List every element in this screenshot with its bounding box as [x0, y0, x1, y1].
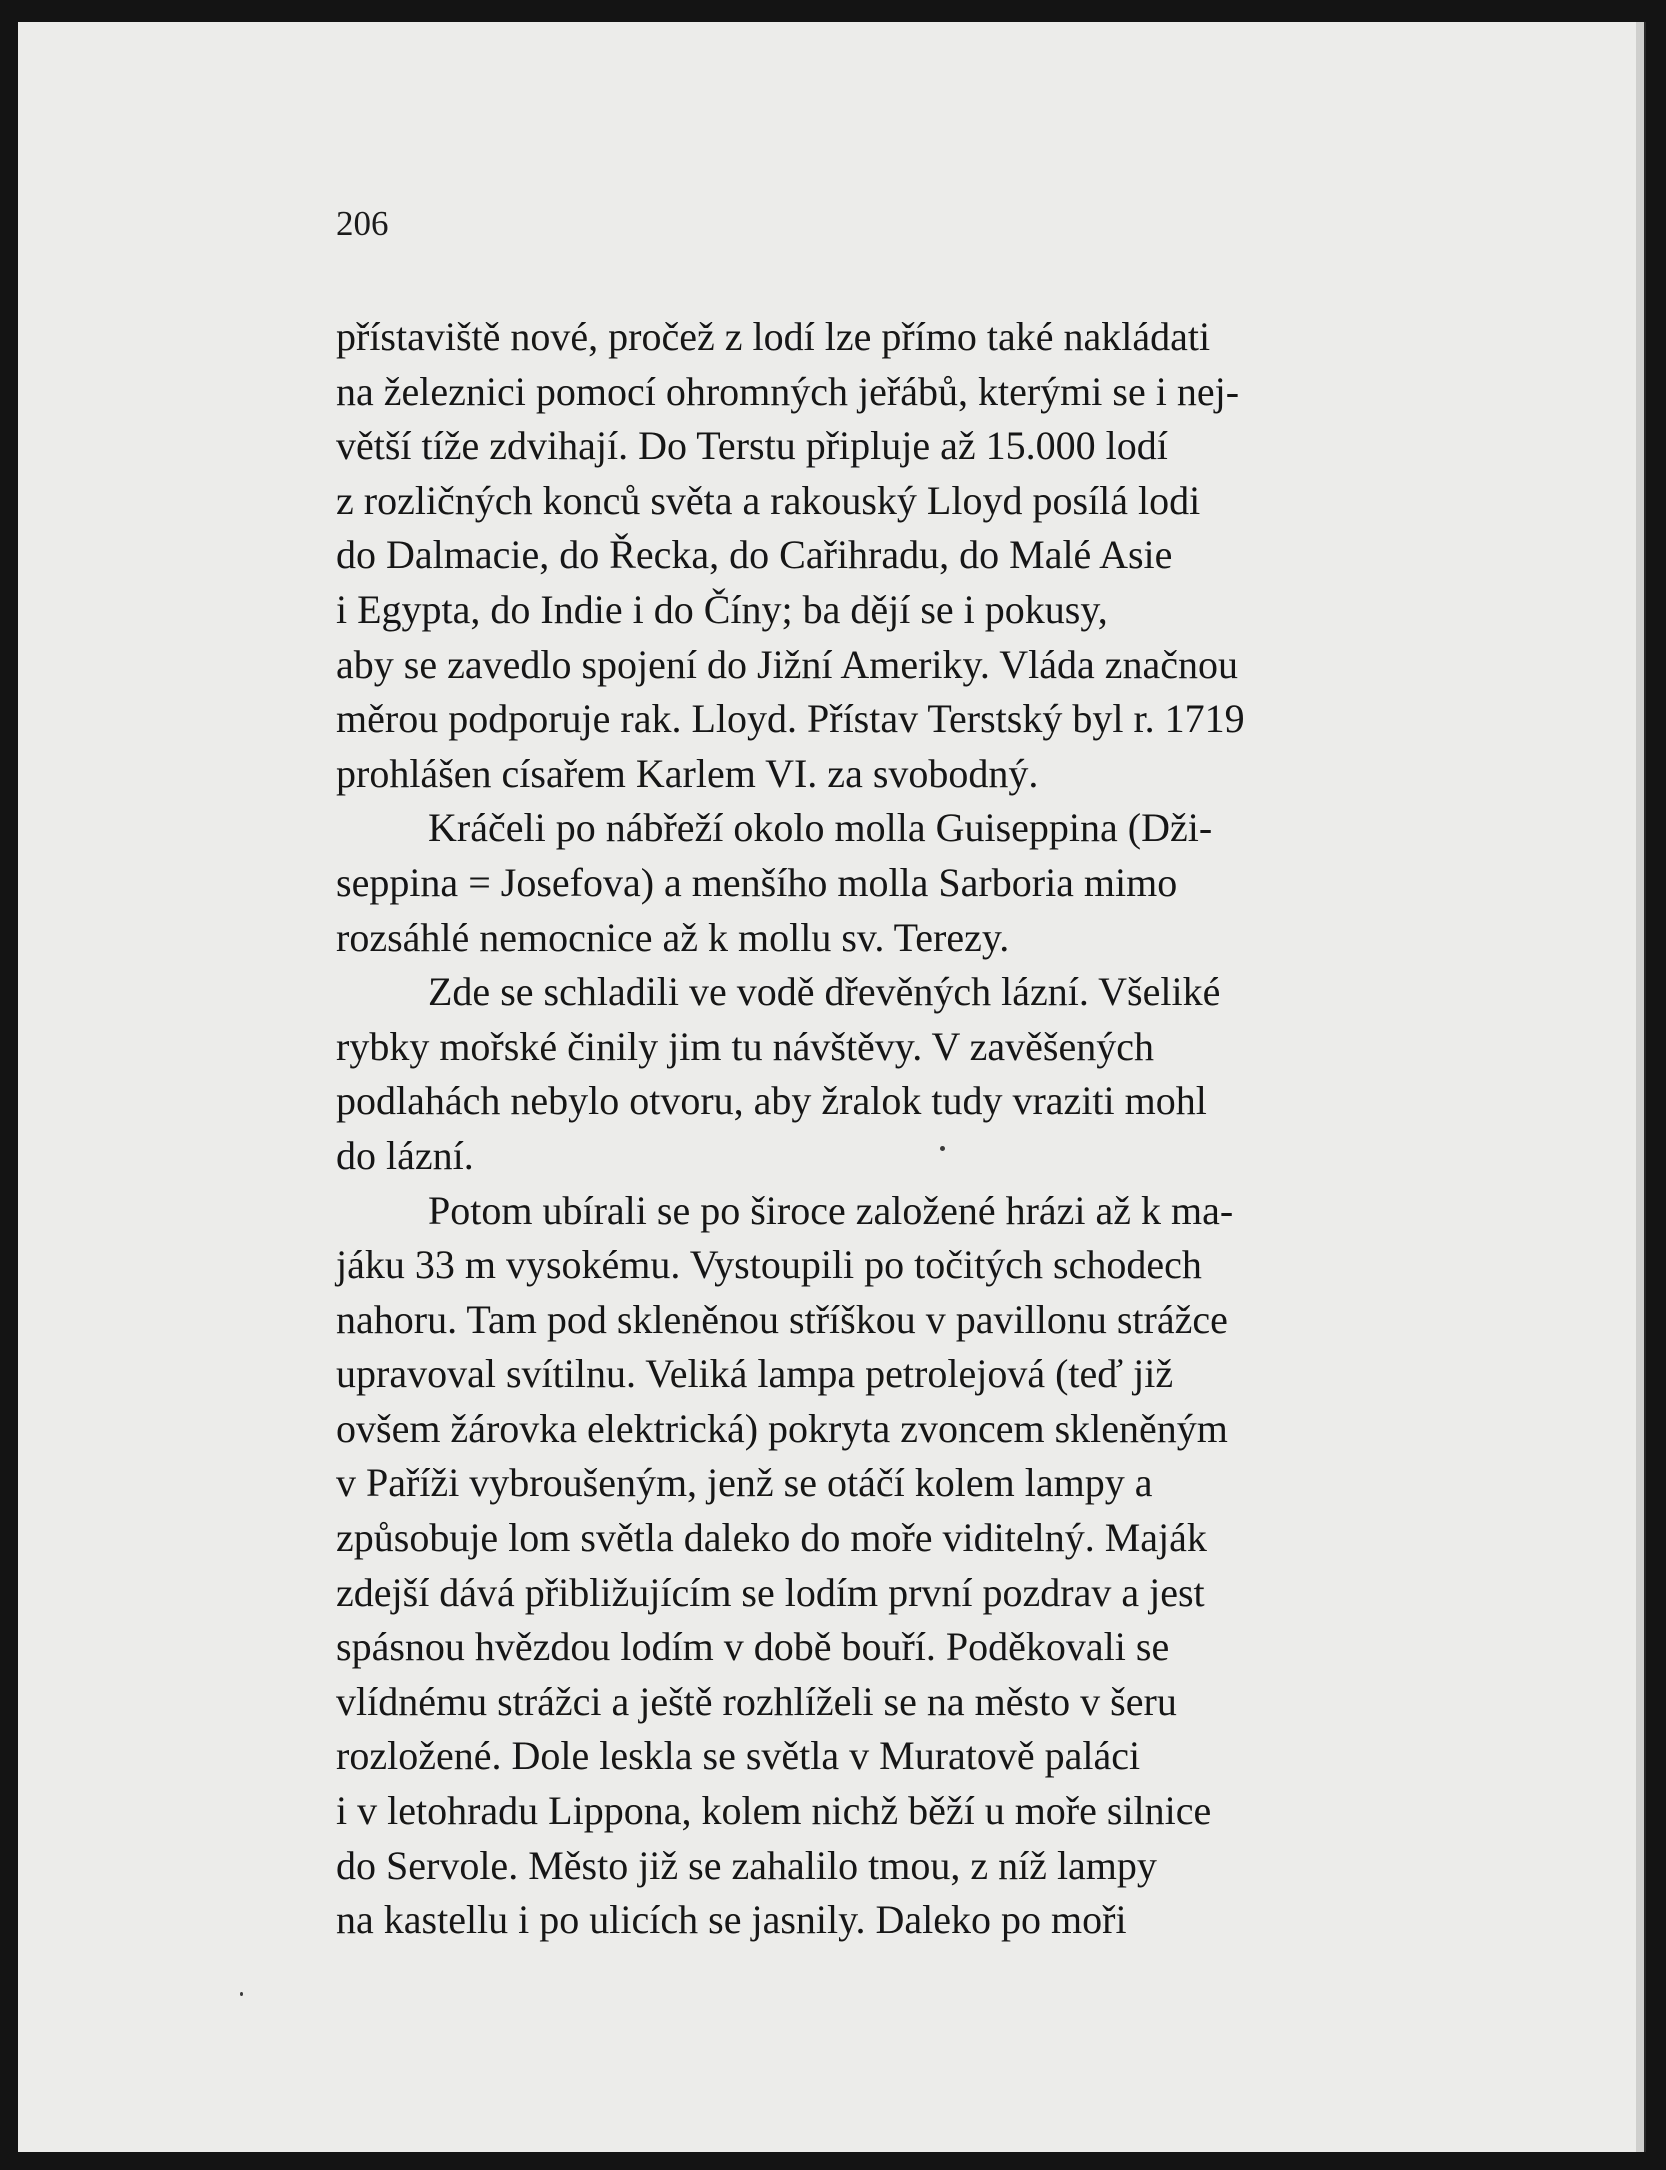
- text-line: měrou podporuje rak. Lloyd. Přístav Terstský byl r. 1719: [336, 696, 1245, 742]
- text-line: na železnici pomocí ohromných jeřábů, kterými se i nej-: [336, 368, 1240, 414]
- text-line: na kastellu i po ulicích se jasnily. Daleko po moři: [336, 1897, 1127, 1943]
- ink-speck: [240, 1992, 243, 1996]
- text-line: způsobuje lom světla daleko do moře viditelný. Maják: [336, 1515, 1207, 1561]
- text-line: prohlášen císařem Karlem VI. za svobodný.: [336, 750, 1039, 796]
- text-line: rybky mořské činily jim tu návštěvy. V zavěšených: [336, 1023, 1154, 1069]
- ink-speck: [940, 1146, 945, 1151]
- text-line: z rozličných konců světa a rakouský Lloyd posílá lodi: [336, 477, 1201, 523]
- text-line: rozložené. Dole leskla se světla v Muratově paláci: [336, 1733, 1141, 1779]
- text-line: nahoru. Tam pod skleněnou stříškou v pavillonu strážce: [336, 1296, 1228, 1342]
- text-line: seppina = Josefova) a menšího molla Sarboria mimo: [336, 859, 1178, 905]
- text-line: zdejší dává přibližujícím se lodím první pozdrav a jest: [336, 1569, 1205, 1615]
- text-line: aby se zavedlo spojení do Jižní Ameriky. Vláda značnou: [336, 641, 1238, 687]
- text-line: spásnou hvězdou lodím v době bouří. Poděkovali se: [336, 1624, 1170, 1670]
- text-line: Kráčeli po nábřeží okolo molla Guiseppina (Dži-: [428, 805, 1213, 851]
- text-line: upravoval svítilnu. Veliká lampa petrolejová (teď již: [336, 1351, 1174, 1397]
- page-number: 206: [336, 204, 389, 243]
- text-line: rozsáhlé nemocnice až k mollu sv. Terezy.: [336, 914, 1010, 960]
- text-line: v Paříži vybroušeným, jenž se otáčí kolem lampy a: [336, 1460, 1153, 1506]
- text-line: Potom ubírali se po široce založené hrázi až k ma-: [428, 1187, 1234, 1233]
- text-line: i Egypta, do Indie i do Číny; ba dějí se i pokusy,: [336, 586, 1108, 632]
- text-line: do Servole. Město již se zahalilo tmou, z níž lampy: [336, 1842, 1157, 1888]
- page-edge: [1636, 22, 1644, 2152]
- text-line: přístaviště nové, pročež z lodí lze přímo také nakládati: [336, 314, 1211, 359]
- text-line: do Dalmacie, do Řecka, do Cařihradu, do Malé Asie: [336, 532, 1173, 578]
- text-line: i v letohradu Lippona, kolem nichž běží u moře silnice: [336, 1788, 1212, 1834]
- body-text: [336, 310, 1412, 1948]
- text-line: větší tíže zdvihají. Do Terstu připluje až 15.000 lodí: [336, 423, 1168, 469]
- page-edge-line: [1644, 22, 1646, 2152]
- text-line: jáku 33 m vysokému. Vystoupili po točitých schodech: [336, 1242, 1202, 1288]
- text-line: Zde se schladili ve vodě dřevěných lázní. Všeliké: [428, 969, 1221, 1015]
- book-page: [18, 22, 1636, 2152]
- text-line: podlahách nebylo otvoru, aby žralok tudy vraziti mohl: [336, 1078, 1207, 1124]
- text-line: do lázní.: [336, 1132, 474, 1178]
- text-line: vlídnému strážci a ještě rozhlíželi se na město v šeru: [336, 1678, 1177, 1724]
- text-line: ovšem žárovka elektrická) pokryta zvoncem skleněným: [336, 1405, 1228, 1451]
